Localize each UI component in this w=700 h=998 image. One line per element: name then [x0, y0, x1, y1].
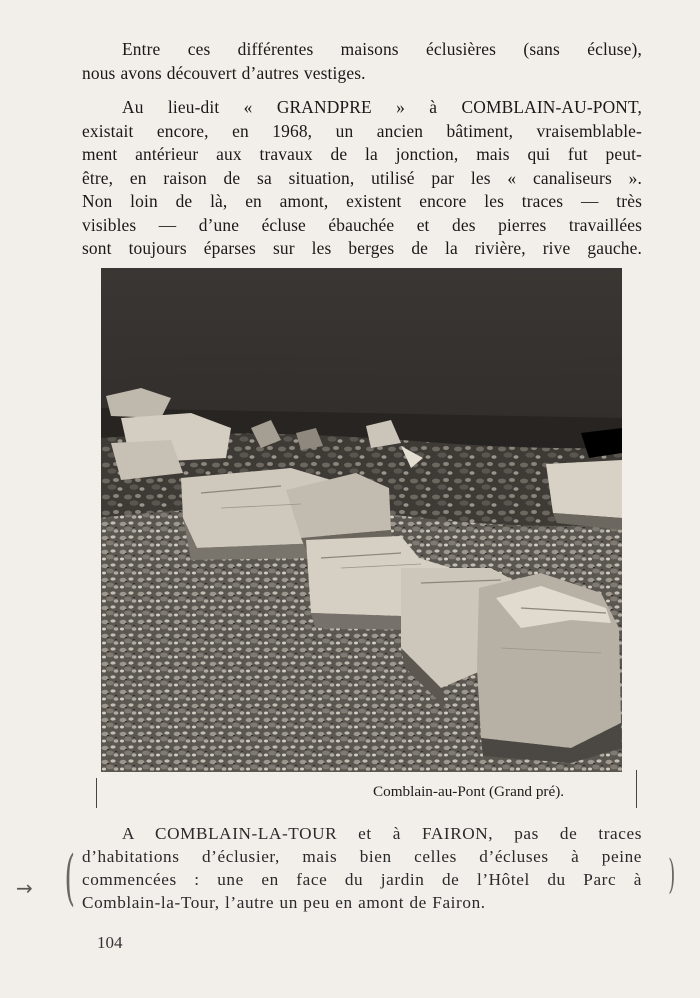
text-line: visibles — d’une écluse ébauchée et des pierres travaillées — [82, 214, 642, 235]
text-line: être, en raison de sa situation, utilisé par les « canaliseurs ». — [82, 167, 642, 188]
margin-close-bracket: ) — [668, 852, 676, 898]
riverbank-photo-illustration — [101, 268, 622, 772]
page-number: 104 — [97, 933, 123, 952]
text-line: Au lieu-dit « GRANDPRE » à COMBLAIN-AU-PONT, — [122, 97, 642, 117]
margin-arrow-mark: → — [16, 876, 33, 900]
photo-frame-left-rule — [96, 778, 97, 808]
photo-frame-right-rule — [636, 770, 637, 808]
text-line: nous avons découvert d’autres vestiges. — [82, 62, 366, 83]
intro-paragraph — [82, 38, 642, 85]
text-line: Entre ces différentes maisons éclusières (sans écluse), — [122, 39, 642, 59]
text-line: existait encore, en 1968, un ancien bâtiment, vraisemblable- — [82, 120, 642, 141]
text-line: Comblain-la-Tour, l’autre un peu en amont de Fairon. — [82, 893, 486, 912]
text-line: d’habitations d’éclusier, mais bien celles d’écluses à peine — [82, 847, 642, 866]
text-line: A COMBLAIN-LA-TOUR et à FAIRON, pas de traces — [122, 824, 642, 843]
comblain-la-tour-paragraph — [82, 822, 642, 914]
text-line: commencées : une en face du jardin de l’Hôtel du Parc à — [82, 870, 642, 889]
text-line: ment antérieur aux travaux de la jonction, mais qui fut peut- — [82, 144, 642, 164]
text-line: Non loin de là, en amont, existent encore les traces — très — [82, 191, 642, 211]
photo-caption: Comblain-au-Pont (Grand pré). — [373, 783, 565, 800]
text-line: sont toujours éparses sur les berges de la rivière, rive gauche. — [82, 238, 642, 258]
grandpre-paragraph — [82, 96, 642, 261]
margin-open-bracket: ( — [64, 843, 75, 913]
photo-riverbank-stones — [101, 268, 622, 772]
